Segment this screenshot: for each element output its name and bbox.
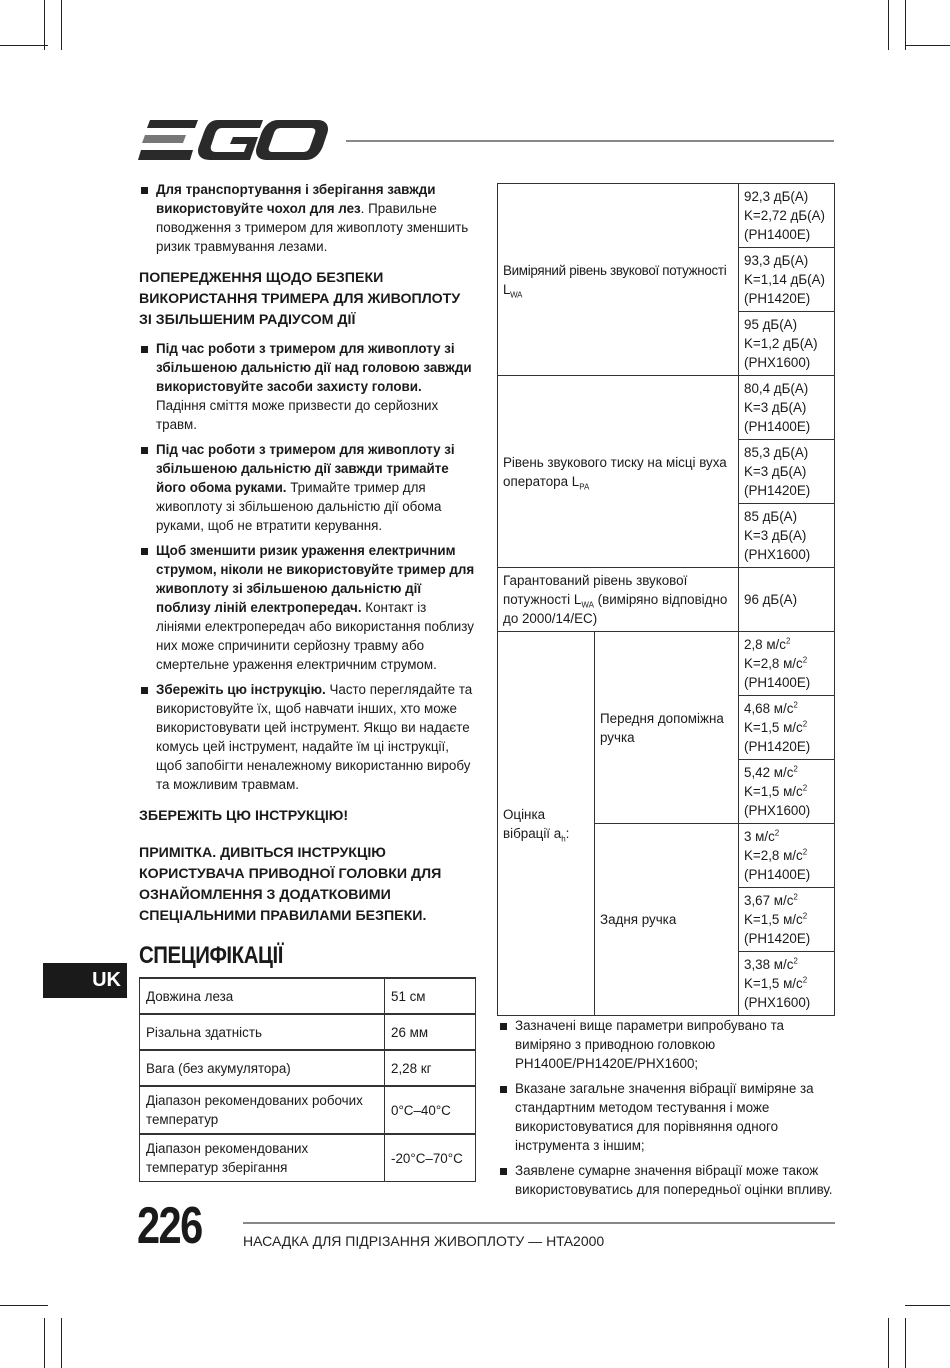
list-item — [139, 680, 475, 794]
bullet-text: Тримайте тример для живоплоту зі збільшеною дальністю дії обома руками, щоб не втратити керування. — [156, 480, 442, 533]
bullet-text: Падіння сміття може призвести до серйозних травм. — [156, 398, 439, 432]
section-heading: ПОПЕРЕДЖЕННЯ ЩОДО БЕЗПЕКИ ВИКОРИСТАННЯ ТРИМЕРА ДЛЯ ЖИВОПЛОТУ ЗІ ЗБІЛЬШЕНИМ РАДІУСОМ ДІЇ — [139, 270, 461, 328]
list-item — [139, 339, 475, 434]
bullet-icon — [141, 346, 148, 353]
spec-value: -20°C–70°C — [385, 1134, 476, 1182]
crop-mark — [905, 45, 950, 46]
rear-handle-label: Задня ручка — [595, 824, 739, 1016]
sound-power-label: Виміряний рівень звукової потужності $L_{WA}$ — [498, 184, 739, 376]
table-row — [498, 632, 835, 696]
value-cell: 85,3 дБ(A) K=3 дБ(A) (PH1420E) — [739, 440, 835, 504]
page-number: 226 — [137, 1197, 202, 1255]
crop-mark — [0, 45, 48, 46]
crop-mark — [61, 0, 62, 50]
note-text: Зазначені вище параметри випробувано та виміряно з приводною головкою PH1400E/PH1420E/PHX1600; — [515, 1018, 785, 1071]
bullet-icon — [141, 548, 148, 555]
vibration-label: Оцінка вібрації $a_h$: — [498, 632, 595, 1016]
value-cell: 3,38 $м/с^2$ K=1,5 $м/с^2$ (PHX1600) — [739, 952, 835, 1016]
spec-value: 26 мм — [385, 1014, 476, 1050]
table-row — [140, 978, 476, 1014]
spec-value: 2,28 кг — [385, 1050, 476, 1086]
sound-pressure-label: Рівень звукового тиску на місці вуха оператора $L_{PA}$ — [498, 376, 739, 568]
bullet-bold: Під час роботи з тримером для живоплоту зі збільшеною дальністю дії завжди тримайте його обома руками. — [156, 442, 455, 495]
bullet-icon — [500, 1168, 507, 1175]
footer-rule — [243, 1222, 835, 1224]
crop-mark — [44, 1318, 45, 1368]
table-row — [498, 184, 835, 248]
table-row — [140, 1086, 476, 1134]
list-item — [139, 180, 475, 256]
note-heading: ПРИМІТКА. ДИВІТЬСЯ ІНСТРУКЦІЮ КОРИСТУВАЧА ПРИВОДНОЇ ГОЛОВКИ ДЛЯ ОЗНАЙОМЛЕННЯ З ДОДАТКОВИМИ СПЕЦІАЛЬНИМИ ПРАВИЛАМИ БЕЗПЕКИ. — [139, 845, 442, 924]
list-item — [139, 440, 475, 535]
bullet-bold: Збережіть цю інструкцію. — [156, 682, 326, 697]
save-heading: ЗБЕРЕЖІТЬ ЦЮ ІНСТРУКЦІЮ! — [139, 808, 349, 824]
bullet-text: Контакт із лініями електропередач або використання поблизу них може спричинити серйозну травму або смертельне ураження електричним струмом. — [156, 600, 474, 672]
crop-mark — [44, 0, 45, 50]
bullet-icon — [500, 1086, 507, 1093]
value-cell: 85 дБ(A) K=3 дБ(A) (PHX1600) — [739, 504, 835, 568]
note-text: Заявлене сумарне значення вібрації може також використовуватись для попередньої оцінки впливу. — [515, 1163, 833, 1197]
crop-mark — [905, 1305, 950, 1306]
bullet-icon — [500, 1023, 507, 1030]
crop-mark — [888, 1318, 889, 1368]
value-cell: 5,42 $м/с^2$ K=1,5 $м/с^2$ (PHX1600) — [739, 760, 835, 824]
crop-mark — [905, 1318, 906, 1368]
bullet-bold: Під час роботи з тримером для живоплоту зі збільшеною дальністю дії над головою завжди використовуйте засоби захисту голови. — [156, 341, 472, 394]
value-cell: 96 дБ(A) — [739, 568, 835, 632]
header-rule — [346, 140, 834, 142]
spec-value: 51 см — [385, 978, 476, 1014]
bullet-icon — [141, 187, 148, 194]
bullet-text: Часто переглядайте та використовуйте їх, щоб навчати інших, хто може використовувати цей інструмент. Якщо ви надаєте комусь цей інструмент, надайте їм ці інструкції, щоб запобігти неналежному використанню виробу та можливим травмам. — [156, 682, 473, 792]
spec-value: 0°C–40°C — [385, 1086, 476, 1134]
crop-mark — [61, 1318, 62, 1368]
noise-vibration-table — [497, 183, 835, 1016]
right-column — [497, 183, 835, 1016]
list-item — [498, 1161, 838, 1199]
list-item — [498, 1016, 838, 1073]
front-handle-label: Передня допоміжна ручка — [595, 632, 739, 824]
value-cell: 80,4 дБ(A) K=3 дБ(A) (PH1400E) — [739, 376, 835, 440]
bullet-icon — [141, 687, 148, 694]
notes-list — [498, 1016, 838, 1199]
spec-label: Вага (без акумулятора) — [140, 1050, 385, 1086]
table-row — [140, 1134, 476, 1182]
bullet-bold: Щоб зменшити ризик ураження електричним струмом, ніколи не використовуйте тример для живоплоту зі збільшеною дальністю дії поблизу ліній електропередач. — [156, 543, 475, 615]
crop-mark — [905, 0, 906, 50]
value-cell: 93,3 дБ(A) K=1,14 дБ(A) (PH1420E) — [739, 248, 835, 312]
bullet-icon — [141, 447, 148, 454]
list-item — [139, 541, 475, 674]
safety-list — [139, 339, 475, 794]
value-cell: 3 $м/с^2$ K=2,8 $м/с^2$ (PH1400E) — [739, 824, 835, 888]
spec-label: Діапазон рекомендованих температур зберігання — [140, 1134, 385, 1182]
value-cell: 2,8 $м/с^2$ K=2,8 $м/с^2$ (PH1400E) — [739, 632, 835, 696]
notes — [498, 1016, 838, 1205]
intro-list — [139, 180, 475, 256]
spec-label: Діапазон рекомендованих робочих температур — [140, 1086, 385, 1134]
spec-table — [139, 977, 476, 1182]
table-row — [140, 1050, 476, 1086]
spec-label: Різальна здатність — [140, 1014, 385, 1050]
spec-title: СПЕЦИФІКАЦІЇ — [139, 942, 283, 969]
guaranteed-label: Гарантований рівень звукової потужності $L_{WA}$ (виміряно відповідно до 2000/14/EC) — [498, 568, 739, 632]
value-cell: 4,68 $м/с^2$ K=1,5 $м/с^2$ (PH1420E) — [739, 696, 835, 760]
list-item — [498, 1079, 838, 1155]
value-cell: 95 дБ(A) K=1,2 дБ(A) (PHX1600) — [739, 312, 835, 376]
crop-mark — [0, 1305, 48, 1306]
bullet-bold: Для транспортування і зберігання завжди використовуйте чохол для лез — [156, 182, 436, 216]
note-text: Вказане загальне значення вібрації виміряне за стандартним методом тестування і може використовуватися для порівняння одного інструмента з іншим; — [515, 1081, 814, 1153]
value-cell: 3,67 $м/с^2$ K=1,5 $м/с^2$ (PH1420E) — [739, 888, 835, 952]
bullet-text: . Правильне поводження з тримером для живоплоту зменшить ризик травмування лезами. — [156, 201, 469, 254]
ego-logo — [138, 118, 328, 162]
value-cell: 92,3 дБ(A) K=2,72 дБ(A) (PH1400E) — [739, 184, 835, 248]
left-column — [139, 180, 475, 1182]
footer-title: НАСАДКА ДЛЯ ПІДРІЗАННЯ ЖИВОПЛОТУ — HTA2000 — [243, 1233, 605, 1249]
crop-mark — [888, 0, 889, 50]
table-row — [498, 376, 835, 440]
table-row — [140, 1014, 476, 1050]
table-row — [498, 568, 835, 632]
spec-label: Довжина леза — [140, 978, 385, 1014]
language-tab: UK — [43, 963, 127, 998]
